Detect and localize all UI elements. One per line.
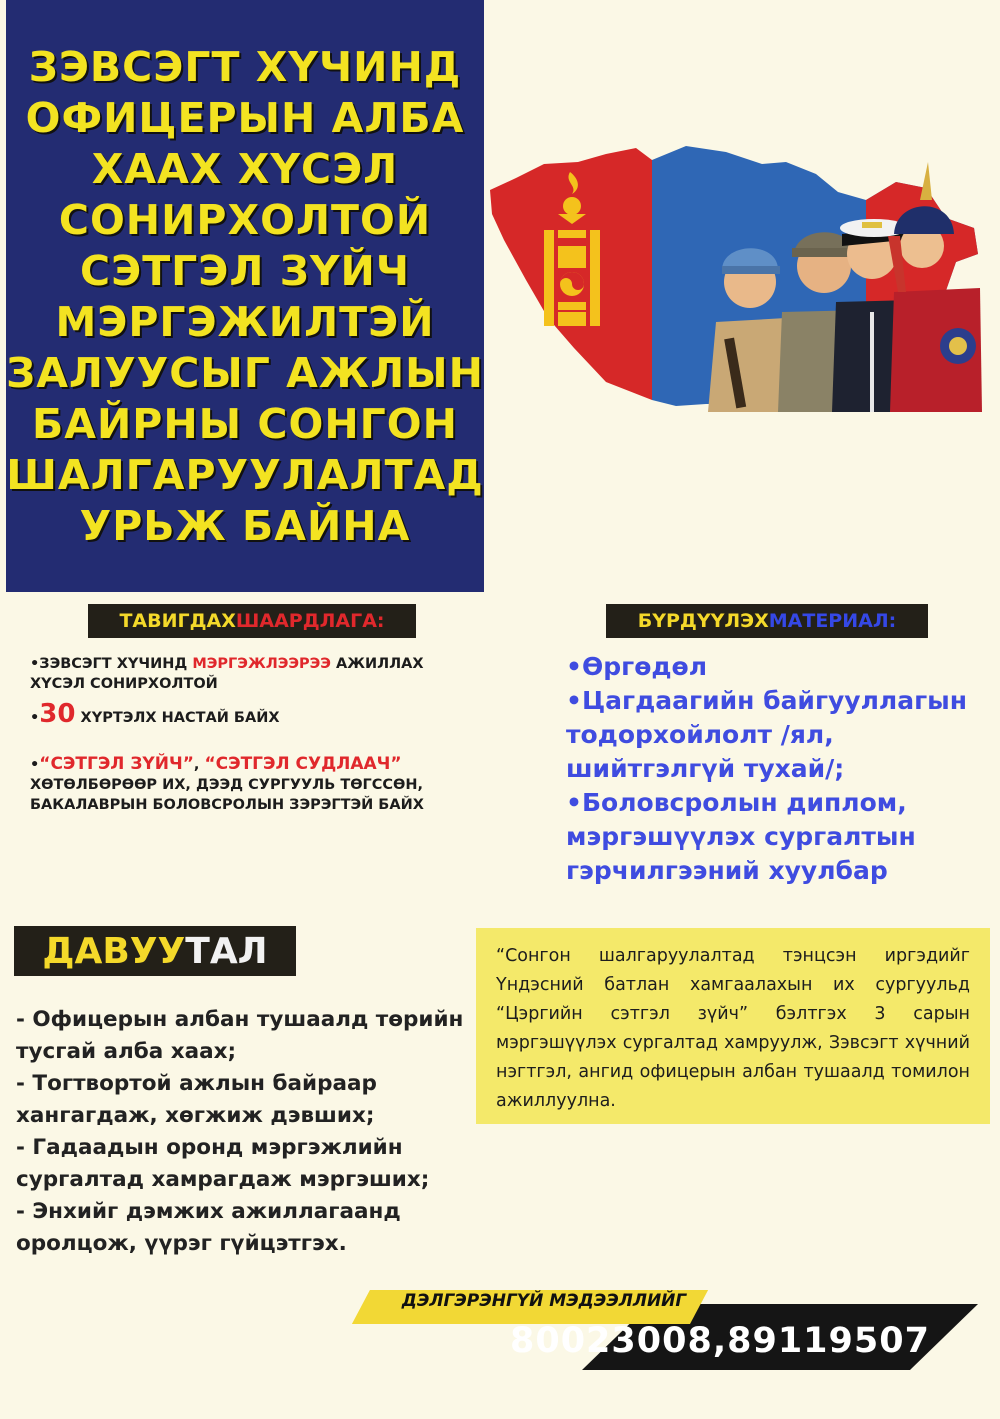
requirement-text: • bbox=[30, 757, 40, 773]
hero-title-line: ШАЛГАРУУЛАЛТАД bbox=[6, 451, 484, 499]
material-line: шийтгэлгүй тухай/; bbox=[566, 754, 845, 783]
hero-title-line: МЭРГЭЖИЛТЭЙ bbox=[55, 298, 435, 346]
requirements-label-part2: ШААРДЛАГА: bbox=[235, 610, 385, 632]
advantage-line: хангагдаж, хөгжиж дэвших; bbox=[16, 1103, 375, 1128]
requirement-text: ХҮРТЭЛХ НАСТАЙ БАЙХ bbox=[75, 710, 280, 726]
requirement-text: ХҮСЭЛ СОНИРХОЛТОЙ bbox=[30, 676, 218, 692]
hero-title bbox=[6, 42, 484, 552]
advantage-line: оролцож, үүрэг гүйцэтгэх. bbox=[16, 1231, 347, 1256]
hero-banner bbox=[6, 0, 484, 592]
requirement-text: • bbox=[30, 710, 40, 726]
material-line: мэргэшүүлэх сургалтын bbox=[566, 822, 916, 851]
materials-label bbox=[606, 604, 928, 638]
hero-title-line: ХААХ ХҮСЭЛ bbox=[91, 145, 399, 193]
advantages-label bbox=[14, 926, 296, 976]
quote-box bbox=[476, 928, 990, 1124]
advantages-list bbox=[16, 1004, 476, 1260]
advantage-line: - Тогтвортой ажлын байраар bbox=[16, 1071, 377, 1096]
soldiers-illustration-icon bbox=[486, 142, 986, 412]
advantage-line: тусгай алба хаах; bbox=[16, 1039, 237, 1064]
requirements-list bbox=[30, 654, 480, 815]
material-line: тодорхойлолт /ял, bbox=[566, 720, 834, 749]
advantage-line: - Гадаадын оронд мэргэжлийн bbox=[16, 1135, 403, 1160]
requirements-label bbox=[88, 604, 416, 638]
quote-text: “Сонгон шалгаруулалтад тэнцсэн иргэдийг Үндэсний батлан хамгаалахын их сургуульд “Цэргийн сэтгэл зүйч” бэлтгэх 3 сарын мэргэшүүлэх сургалтад хамруулж, Зэвсэгт хүчний нэгтгэл, ангид офицерын албан тушаалд томилон ажиллуулна. bbox=[496, 946, 970, 1111]
requirement-text: БАКАЛАВРЫН БОЛОВСРОЛЫН ЗЭРЭГТЭЙ БАЙХ bbox=[30, 797, 424, 813]
materials-label-part2: МАТЕРИАЛ: bbox=[768, 610, 897, 632]
requirement-highlight: МЭРГЭЖЛЭЭРЭЭ bbox=[192, 656, 331, 672]
requirement-item bbox=[30, 654, 480, 694]
material-line: гэрчилгээний хуулбар bbox=[566, 856, 888, 885]
requirement-text: , bbox=[193, 757, 205, 773]
advantage-line: - Энхийг дэмжих ажиллагаанд bbox=[16, 1199, 401, 1224]
contact-banner bbox=[350, 1290, 990, 1370]
requirement-highlight: 30 bbox=[39, 699, 76, 729]
advantage-line: сургалтад хамрагдаж мэргэших; bbox=[16, 1167, 430, 1192]
requirement-text: АЖИЛЛАХ bbox=[330, 656, 424, 672]
requirement-item bbox=[30, 699, 480, 729]
requirement-highlight: “СЭТГЭЛ СУДЛААЧ” bbox=[204, 754, 402, 774]
advantages-label-part2: ТАЛ bbox=[185, 930, 268, 972]
hero-title-line: СЭТГЭЛ ЗҮЙЧ bbox=[80, 247, 410, 295]
hero-title-line: БАЙРНЫ СОНГОН bbox=[32, 400, 458, 448]
hero-title-line: ОФИЦЕРЫН АЛБА bbox=[25, 94, 465, 142]
requirements-label-part1: ТАВИГДАХ bbox=[119, 610, 236, 632]
material-line: •Боловсролын диплом, bbox=[566, 788, 907, 817]
contact-phone: 80023008,89119507 bbox=[510, 1321, 930, 1361]
material-line: •Өргөдөл bbox=[566, 652, 708, 681]
material-line: •Цагдаагийн байгууллагын bbox=[566, 686, 968, 715]
contact-label: ДЭЛГЭРЭНГҮЙ МЭДЭЭЛЛИЙГ bbox=[401, 1291, 687, 1311]
materials-label-part1: БҮРДҮҮЛЭХ bbox=[637, 610, 769, 632]
hero-title-line: УРЬЖ БАЙНА bbox=[79, 502, 411, 550]
hero-title-line: ЗЭВСЭГТ ХҮЧИНД bbox=[28, 43, 462, 91]
materials-list bbox=[566, 650, 986, 888]
advantage-line: - Офицерын албан тушаалд төрийн bbox=[16, 1007, 464, 1032]
requirement-highlight: “СЭТГЭЛ ЗҮЙЧ” bbox=[39, 754, 194, 774]
advantages-label-part1: ДАВУУ bbox=[42, 930, 186, 972]
hero-title-line: СОНИРХОЛТОЙ bbox=[58, 196, 432, 244]
hero-title-line: ЗАЛУУСЫГ АЖЛЫН bbox=[6, 349, 484, 397]
requirement-text: •ЗЭВСЭГТ ХҮЧИНД bbox=[30, 656, 193, 672]
requirement-text: ХӨТӨЛБӨРӨӨР ИХ, ДЭЭД СУРГУУЛЬ ТӨГССӨН, bbox=[30, 777, 424, 793]
requirement-item bbox=[30, 754, 480, 815]
